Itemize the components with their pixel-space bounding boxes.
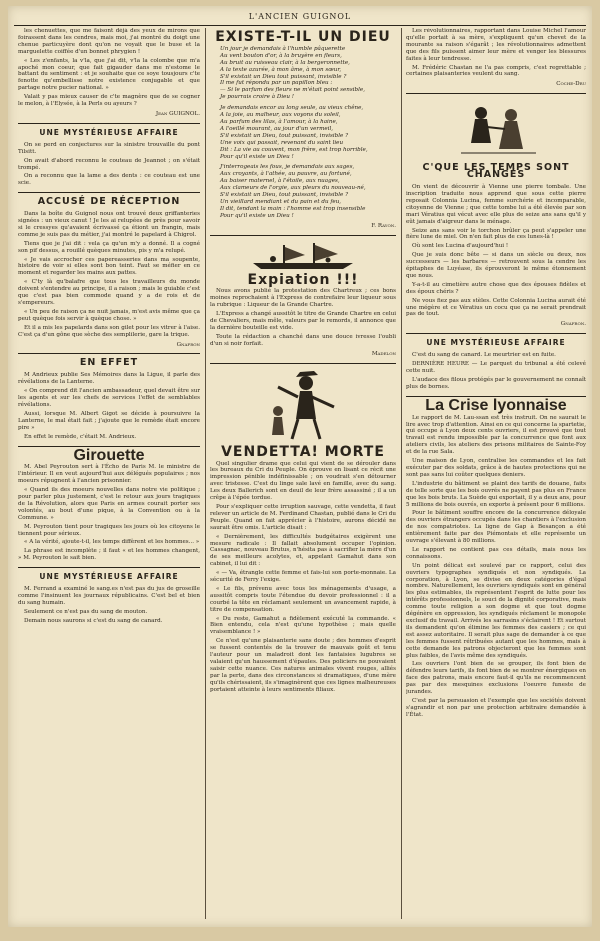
paragraph: Les ouvriers l'ont bien de se grouper, ils font bien de défendre leurs tarifs, ils font bien de se montrer énergiques en face des patrons, mais encore faut-il qu'ils ne recommencent pas par des mesquines exclusions l'oeuvre funeste de jurandes.: [406, 661, 586, 696]
article-heading: La Crise lyonnaise: [425, 396, 567, 414]
article-heading: Expiation !!!: [247, 271, 359, 288]
paragraph: L'industrie du bâtiment se plaint des tarifs de douane, faits de telle sorte que les bois ouvrés ne payent pas plus en France que les bois bruts. La Suède qui exportait, il y a deux ans, pour 5 millions de bois ouvrés, en exporte à présent pour 6 millions.: [406, 480, 586, 508]
poem-line: Pour qu'il existe un Dieu !: [220, 153, 294, 160]
article-body: [18, 372, 200, 440]
article-heading: ACCUSÉ DE RÉCEPTION: [37, 196, 181, 208]
paragraph: Quel singulier drame que celui qui vient de se dérouler dans les bureaux du Cri du Peuple. On éprouve en lisant ce récit une impression pénible indéfinissable ; on voudrait s'en détourner avec tristesse. C'est du linge sale lavé en famille, avec du sang. Les deux Ballerich sont en deuil de leur frère assassiné ; il a un crêpe à l'épée tordue.: [210, 460, 396, 502]
paragraph: « Le fils, prévenu avec tous les ménagements d'usage, a aussitôt compris toute l'étendue du devoir professionnel : il a courbé la tête en réclamant seulement un avancement rapide, à titre de compensation.: [210, 585, 396, 613]
paragraph: C'est par la persuasion et l'exemple que les sociétés doivent s'agrandir et non par une protection arbitraire demandée à l'État.: [406, 697, 586, 718]
paragraph: « On comprend dit l'ancien ambassadeur, quel devait être sur les agents et sur les chefs de services l'effet de semblables révélations.: [18, 388, 200, 408]
poem-line: Au parfum des lilas, à l'amour, à la haine,: [220, 118, 338, 125]
paragraph: L'audace des filous protégés par le gouvernement ne connaît plus de bornes.: [406, 376, 586, 390]
paragraph: Le rapport de M. Lau-ssan est très instruit. On ne saurait le lire avec trop d'attention. Ainsi en ce qui concerne la spartetie, qui occupe à Lyon deux cents ouvriers, il est prouvé que tout travail est rendu impossible par la concurrence que font aux ateliers civils, les ateliers des prisons militaires de Sainte-Foy et de la rue Sala.: [406, 414, 586, 456]
couple-illustration: [441, 99, 551, 159]
article-body: [406, 28, 586, 78]
poem-line: S'il existait un Dieu, tout puissant, invisible ?: [220, 132, 349, 139]
separator: [210, 235, 396, 236]
paragraph: Seulement ce n'est pas du sang de mouton.: [24, 608, 148, 615]
signature: Jean GUIGNOL.: [155, 110, 200, 117]
article-body: [210, 288, 396, 347]
paragraph: Une maison de Lyon, centralise les commandes et les fait exécuter par des soldats, grâce à de hautes protections qui ne sont pas sans lui coûter quelques deniers.: [406, 458, 586, 478]
paragraph: « A la vérité, ajoute-t-il, les temps diffèrent et les hommes... »: [24, 539, 200, 546]
paragraph: On se perd en conjectures sur la sinistre trouvaille du pont Tilsitt.: [18, 141, 200, 155]
article-body: [18, 211, 200, 338]
poem-line: Au baiser maternel, à l'étoile, aux nuages,: [220, 178, 340, 185]
paragraph: Nous avons publié la protestation des Chartreux ; ces bons moines reprochaient à l'Express de contrefaire leur liqueur sous la rubrique : Liqueur de la Grande Chartre.: [210, 288, 396, 309]
separator: [18, 353, 200, 354]
poem-line: Un jour je demandais à l'humble pâquerette: [220, 45, 346, 52]
poem-line: Pour qu'il existe un Dieu !: [220, 212, 294, 219]
paragraph: DERNIÈRE HEURE — Le parquet du tribunal a été celevé cette nuit.: [406, 361, 586, 374]
paragraph: Dans la boîte du Guignol nous ont trouvé deux griffanteries signées : un vieux canut ! Je les ai relupées de près pour savoir si le cressyes qu'avaient écrivassé ça étiont un frangin, mais comme je suis pas du métier, j'ai montré le papelard à Chigrol.: [18, 211, 200, 238]
ship-illustration: [243, 241, 363, 271]
paragraph: « Dernièrement, les difficultés budgétaires exigèrent une mesure radicale : Il fallait absolument occuper l'opinion. Cassagnac, nouveau Brutus, n'hésita pas à sacrifier la mère d'un de ses meilleurs acolytes, et, appelant Gamahut dans son cabinet, il lui dit :: [210, 533, 396, 568]
paragraph: « — Va, étrangle cette femme et fais-lui son porte-monnaie. La sécurité de Ferry l'exige.: [210, 570, 396, 584]
signature: Madelon: [371, 350, 396, 357]
article-body: [210, 461, 396, 694]
paragraph: L'Express a changé aussitôt le titre de Grande Chartre en celui de Chevaliers, mais mêle, valeurs par le remords, il annonce que la dernière bouteille est vide.: [210, 311, 396, 331]
paragraph: La phrase est incomplète ; il faut « et les hommes changent, » M. Peyrouton le sait bien.: [18, 548, 200, 562]
signature: Gnafron.: [560, 321, 586, 328]
paragraph: Que je suis donc bête — si dans un siècle ou deux, nos successeurs — les barbares — retrouvent sous la cendre les épitaphes de Luyéase, ils éprouveront le même étonnement que nous.: [406, 252, 586, 279]
poem-line: S'il existait un Dieu tout puissant, invisible ?: [220, 73, 347, 80]
column-divider: [205, 28, 206, 919]
signature: Coche-Dru: [556, 81, 586, 88]
poem-line: A la joie, au malheur, aux voyons du soleil,: [220, 112, 341, 119]
paragraph: Aussi, lorsque M. Albert Gigot se décide à poursuivre la Lanterne, le mal était fait ; j'ajoute que le remède était encore pire »: [18, 410, 200, 431]
paragraph: les chenuettes, que me faisont déjà des yeux de mirons que foirassent dans les cendres, mais moi, j'ai montré du doigt une chenue particuyère dont qu'on ne voyait que le buse et la marguelette coiffée d'un bonnet phrygien !: [18, 28, 200, 55]
column-1: [18, 28, 200, 923]
paragraph: Toute la rédaction a chanché dans une douce ivresse l'oubli d'un si noir forfait.: [210, 333, 396, 347]
intro-article: [18, 28, 200, 108]
poem-line: Un vieillard mendiant et du pain et du feu,: [220, 198, 342, 205]
poem-line: J'interrogeais les fous, je demandais aux sages,: [220, 164, 355, 171]
paragraph: M. Peyrouton tient pour tragiques les jours où les citoyens le tiennent pour sérieux.: [18, 523, 200, 537]
paragraph: M. Abel Peyrouton sert à l'Écho de Paris M. le ministre de l'intérieur. Il en veut aujourd'hui aux délégués populaires ; nos moeurs répugnent à l'ancien prisonnier.: [18, 464, 200, 485]
paragraph: Demain nous saurons si c'est du sang de canard.: [24, 617, 163, 624]
article-body: [406, 415, 586, 719]
separator: [18, 123, 200, 124]
poem-line: S'il existait un Dieu, tout puissant, invisible ?: [220, 192, 349, 199]
separator: [406, 333, 586, 334]
poem-line: Au bruit au ruisseau clair, à la bergeronnette,: [220, 59, 350, 66]
paragraph: On vient de découvrir à Vienne une pierre tombale. Une inscription traduite nous apprend que sous cette pierre reposait Colonnia Lucina, femme surchérie et incomparable, citoyenne de Vienne ; que cette tombe lui a été élevée par son mari Vératius qui vécut avec elle plus de seize ans sans qu'il y eût jamais d'aigreur dans le ménage.: [406, 184, 586, 225]
poem-line: Au vent bouton d'or, à la bruyère en fleurs,: [220, 52, 342, 59]
paragraph: « Je vais accrocher ces papereasseries dans ma soupente, histoire de voir si elles sont bon teint. Faut se méfier en ce moment et regarder les mains aux pattes.: [18, 256, 200, 277]
paragraph: Ne vous fiez pas aux stèles. Cette Colonnia Lucina aurait été une mégère et ce Vératius un cocu que ça ne serait prendrait pas de tout.: [406, 297, 586, 318]
signature: F. Rayon.: [371, 222, 396, 229]
column-3: [406, 28, 586, 923]
poem-line: Je demandais encor au long seule, au vieux chêne,: [220, 105, 364, 112]
poem-stanza: [210, 46, 396, 101]
paragraph: Pour le bâtiment souffre encore de la concurrence déloyale des ouvriers étrangers occupés dans les chantiers à l'exclusion de nos compatriotes. La ligne de Gap à Besançon a été entièrement faite par des Piémontais et elle représente un ouvrage s'élevant à 80 millions.: [406, 510, 586, 545]
paragraph: Où sont les Lucina d'aujourd'hui !: [412, 243, 509, 250]
paragraph: Valait y pas mieux causer de c'te magnère que de se cogner le melon, à l'Elysée, à la Perls ou ayeurs ?: [18, 94, 200, 108]
paragraph: Et il a mis les papelards dans son gilet pour les vitrer à l'aise. C'est ça d'un gône que sèche des semplilerie, gare la trique.: [18, 324, 200, 338]
article-heading: EN EFFET: [79, 357, 139, 369]
separator: [18, 192, 200, 193]
paragraph: Les révolutionnaires, rapportant dans Louise Michel l'amour qu'elle portait à sa mère, s'expliquent qu'un chevet de la mourante sa raison s'égarât ; les révolutionnaires admettent que des fils puissent aimer leur mère et venger les blessures faites à leur tendresse.: [406, 28, 586, 62]
newspaper-page: [8, 6, 592, 927]
poem-line: Il me fut répondu par un papillon bleu :: [220, 80, 333, 87]
article-heading: UNE MYSTÉRIEUSE AFFAIRE: [39, 127, 179, 137]
article-heading: Girouette: [73, 446, 145, 464]
paragraph: « C'ty là qu'balafre que tous les travailleurs du monde doivent s'entendre au principe, il a raison ; mais le guiable c'est que c'est pas bien commode quand y a de rois et de s'empereurs.: [18, 279, 200, 306]
paragraph: « Un peu de raison ça ne nuit jamais, m'est avis même que ça peut quèque fois servir à quèque chose. »: [18, 308, 200, 322]
poem-line: Dit : La vie au couvent, mon frère, est trop horrible,: [220, 146, 368, 153]
signature: Gnafron: [176, 341, 200, 348]
article-heading: UNE MYSTÉRIEUSE AFFAIRE: [39, 572, 179, 582]
paragraph: Un point délicat est soulevé par ce rapport, celui des ouvriers typographes syndiqués et non syndiqués. La corporation, à Lyon, se divise en deux catégories d'égal nombre. Naturellement, les ouvriers syndiqués sont en général les plus estimables, ils représentent l'esprit de lutte pour les intérêts professionnels, le souci de la dignité corporative, mais comme toute religion a son dogme et que tout dogme dégénère en oppression, les syndiqués réclament le monopole exclusif du travail. Arrivés les sarrasins s'éclairent ! Et surtout ils demandent qu'on élimine les femmes des casiers ; ce qui est assez autoritaire. Il serait plus sage de demander à ce que les femmes fussent rétribuées autant que les hommes, mais à cette demande les patrons objecteront que les femmes sont plus faibles, de l'avis même des syndiqués.: [406, 562, 586, 659]
paragraph: Ce n'est qu'une plaisanterie sans doute ; des hommes d'esprit se fussent contentés de la trouver de mauvais goût et tenu l'auteur pour un maladroit dont les fantaisies lugubres se valaient qu'un haussement d'épaules. Des policiers ne pouvaient saisir cette nuance. Ces natures animales vivent rouges, alliés par la perte, dans des circonstances si dramatiques, d'une mère qu'ils chérissaient, ils s'imaginèrent que ces lignes malheureuses portaient atteinte à leurs sentiments filiaux.: [210, 638, 396, 693]
paragraph: M Andrieux publie Ses Mémoires dans la Ligue, il parle des révélations de la Lanterne.: [18, 372, 200, 386]
separator: [18, 567, 200, 568]
paragraph: Tiens que je j'ai dit : vela ça qu'un m'y a donné. Il a cogné son pif dessus, a rouillé quèques minutes, pis y m'a relupé.: [18, 240, 200, 254]
poem-stanza: [210, 105, 396, 160]
paragraph: M. Ferrand a examiné le sang.es n'est pas du jus de groseille comme l'insinuent les journaux républicains. C'est bel et bien du sang humain.: [18, 586, 200, 606]
paragraph: C'est du sang de canard. Le meurtrier est en fuite.: [412, 352, 556, 359]
article-heading: C'QUE LES TEMPS SONT CHANGÉS: [422, 162, 570, 181]
paragraph: « Du reste, Gamahut a fidèlement exécuté la commande. « Bien entendu, cela n'est qu'une hypothèse ; mais quelle vraisemblance ! »: [210, 615, 396, 636]
article-body: [18, 586, 200, 625]
paragraph: Seize ans sans voir le torchon brûler ça peut s'appeler une fière lune de miel. On n'en fait plus de ces lunes-là !: [406, 227, 586, 241]
article-heading: VENDETTA! MORTE: [221, 443, 385, 460]
paragraph: « Quand ils des moeurs nouvelles dans notre vie politique ; pour parler plus justement, c'est le retour aux jours tragiques de la Révolution, alors que Paris en armes courait porter ses volontés, au bout d'une pique, à la Convention ou à la Commune. »: [18, 487, 200, 521]
poem-line: Une voix qui passait, revenant du saint lieu: [220, 139, 344, 146]
poem-line: Il dit, tendant la main : l'homme est trop insensible: [220, 205, 366, 212]
paragraph: Le rapport ne contient pas ces détails, mais nous les connaissons.: [406, 546, 586, 560]
page-header: L'ANCIEN GUIGNOL: [248, 12, 352, 21]
article-heading: EXISTE-T-IL UN DIEU: [215, 29, 391, 45]
header-rule: [14, 25, 586, 26]
paragraph: Pour s'expliquer cette irruption sauvage, cette vendetta, il faut relever un article de M. Ferdinand Chastan, publié dans le Cri du Peuple. Quand on fait apprécier à l'histoire, aurons décidé ne saurait être omis. L'article disait :: [210, 503, 396, 531]
paragraph: M. Frédéric Chastan ne l'a pas compris, c'est regrettable ; certaines plaisanteries veulent du sang.: [406, 64, 586, 78]
poem-line: A l'oeillé mourant, au jour d'un vermeil,: [220, 125, 334, 132]
separator: [210, 363, 396, 364]
poem-stanza: [210, 164, 396, 219]
poem-line: Aux croyants, à l'athée, au pauvre, au fortuné,: [220, 171, 352, 178]
article-body: [18, 464, 200, 562]
paragraph: « Les z'enfants, la v'la, que j'ai dit, v'la la colombe que m'a apoché mon coeur, que fait gigauder dans me n'estome le battant du sentiment : et je souhaite que ce soye tousjours c'te fenotte qu'embellisse notre existence conjugable et que partage notre pucier national. »: [18, 57, 200, 92]
column-2: [210, 28, 396, 923]
figure-illustration: [248, 369, 358, 443]
poem-line: Aux clameurs de l'orgie, aux pleurs du nouveau-né,: [220, 185, 366, 192]
paragraph: Y-a-t-il au cimetière autre chose que des épouses fidèles et des époux chéris ?: [406, 281, 586, 295]
separator: [406, 93, 586, 94]
article-body: [18, 142, 200, 187]
paragraph: On a reconnu que la lame a des dents : ce couteau est une scie.: [18, 173, 200, 187]
poem-line: Je pourrais croire à Dieu !: [220, 94, 295, 101]
article-body: [406, 352, 586, 391]
article-heading: UNE MYSTÉRIEUSE AFFAIRE: [426, 338, 566, 348]
poem-line: A la texte azurée, à mon âme, à mon sœur,: [220, 66, 342, 73]
paragraph: En effet le remède, c'était M. Andrieux.: [24, 433, 137, 440]
article-body: [406, 184, 586, 318]
paragraph: On avait d'abord reconnu le couteau de Jeannot ; on s'était trompé.: [18, 157, 200, 171]
poem-line: — Si le parfum des fleurs ne m'était point sensible,: [220, 87, 366, 94]
column-divider: [401, 28, 402, 919]
